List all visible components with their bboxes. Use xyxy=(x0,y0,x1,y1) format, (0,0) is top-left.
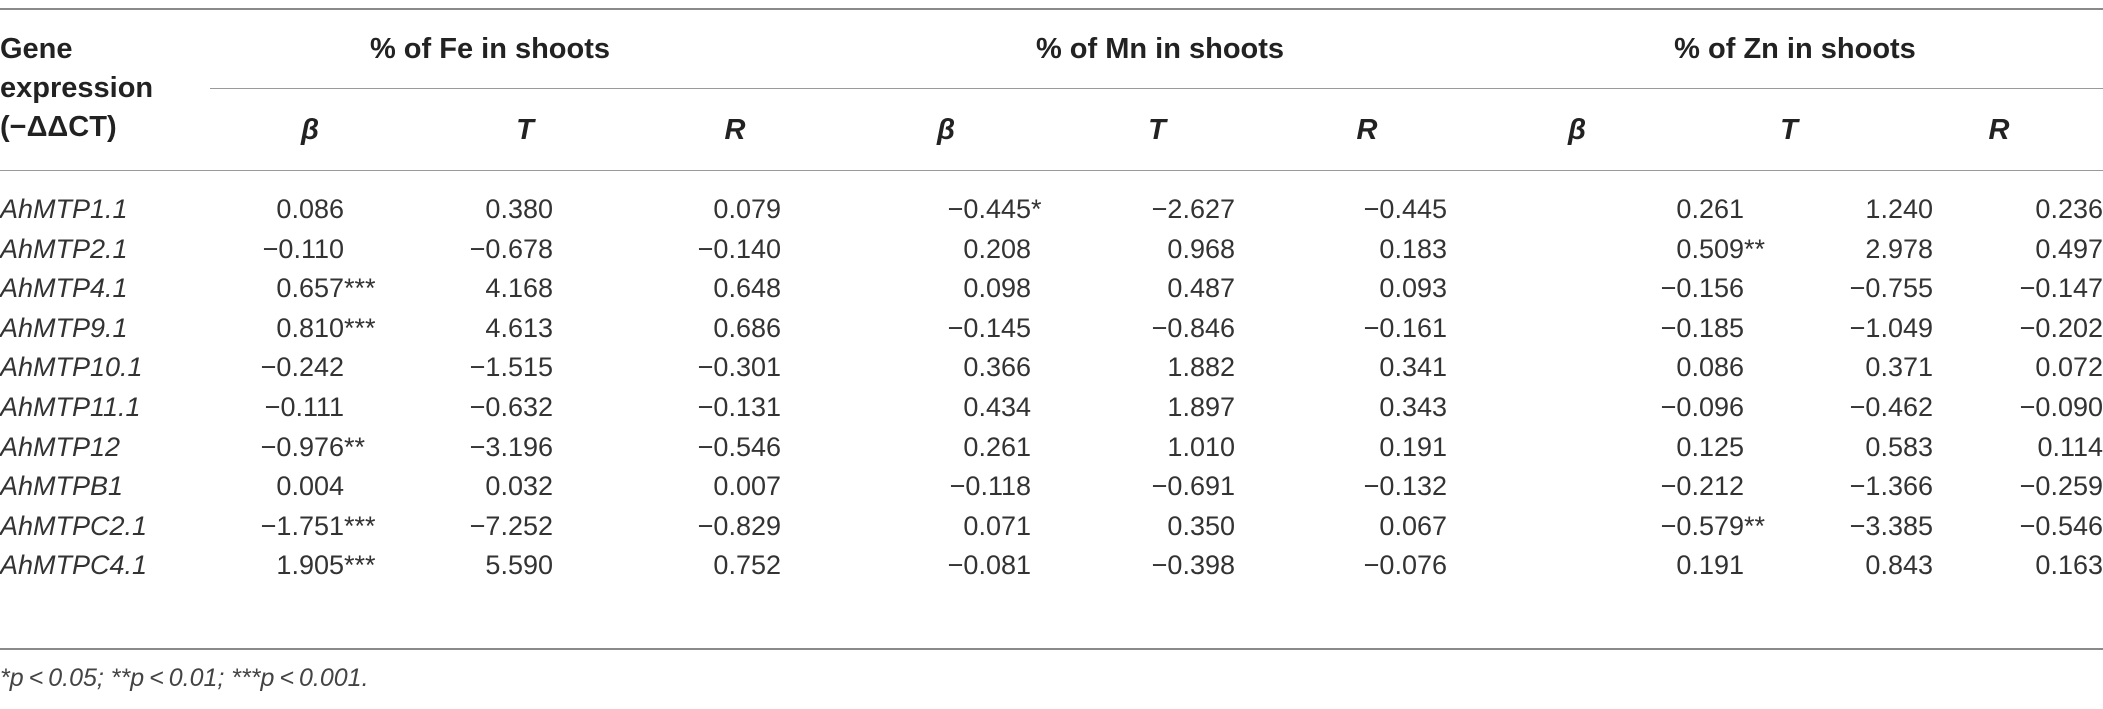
subheader-fe-r: R xyxy=(724,114,746,146)
mn-t: −0.846 xyxy=(1151,312,1235,343)
fe-beta: 0.810 xyxy=(276,312,344,343)
mn-beta-sig xyxy=(1031,309,1071,349)
mn-r: −0.076 xyxy=(1363,550,1447,581)
group-header-mn: % of Mn in shoots xyxy=(1035,33,1285,65)
mn-t: −0.398 xyxy=(1151,550,1235,581)
zn-r: −0.147 xyxy=(2019,273,2103,304)
zn-beta-sig xyxy=(1744,546,1799,586)
zn-t: −1.049 xyxy=(1849,312,1933,343)
group-underline xyxy=(210,88,2103,89)
table-row xyxy=(0,348,2103,388)
gene-name: AhMTPB1 xyxy=(0,471,124,502)
table-row xyxy=(0,428,2103,468)
fe-r: −0.301 xyxy=(697,352,781,383)
zn-t: 1.240 xyxy=(1865,194,1933,224)
fe-r: 0.079 xyxy=(713,194,781,224)
mn-t: −2.627 xyxy=(1151,194,1235,224)
mn-r: −0.161 xyxy=(1363,312,1447,343)
fe-beta-sig: *** xyxy=(344,510,376,541)
zn-beta-sig xyxy=(1744,348,1799,388)
gene-name: AhMTP9.1 xyxy=(0,312,128,343)
mn-beta-sig xyxy=(1031,269,1071,309)
fe-beta: 0.086 xyxy=(276,194,344,224)
gene-name: AhMTP4.1 xyxy=(0,273,128,304)
gene-header-line-3: (−ΔΔCT) xyxy=(0,111,117,143)
zn-t: 0.583 xyxy=(1865,431,1933,462)
zn-t: 0.371 xyxy=(1865,352,1933,383)
zn-r: 0.236 xyxy=(2035,194,2103,224)
fe-beta-sig xyxy=(344,230,404,270)
fe-t: 4.613 xyxy=(485,312,553,343)
mn-t: 0.487 xyxy=(1167,273,1235,304)
mn-t: 1.010 xyxy=(1167,431,1235,462)
mn-beta-sig xyxy=(1031,546,1071,586)
mn-beta: 0.098 xyxy=(963,273,1031,304)
fe-r: 0.648 xyxy=(713,273,781,304)
fe-beta: 0.657 xyxy=(276,273,344,304)
zn-beta-sig xyxy=(1744,190,1799,230)
fe-beta: −0.976 xyxy=(260,431,344,462)
zn-r: 0.163 xyxy=(2035,550,2103,581)
fe-t: 0.380 xyxy=(485,194,553,224)
fe-beta: 0.004 xyxy=(276,471,344,502)
gene-name: AhMTP2.1 xyxy=(0,233,128,264)
zn-beta: −0.156 xyxy=(1660,273,1744,304)
zn-beta: −0.096 xyxy=(1660,391,1744,422)
mn-beta-sig xyxy=(1031,428,1071,468)
zn-t: −0.462 xyxy=(1849,391,1933,422)
zn-t: −0.755 xyxy=(1849,273,1933,304)
gene-name: AhMTP12 xyxy=(0,431,121,462)
mn-beta: 0.261 xyxy=(963,431,1031,462)
table-row xyxy=(0,309,2103,349)
table-row xyxy=(0,230,2103,270)
fe-r: −0.131 xyxy=(697,391,781,422)
header-bottom-rule xyxy=(0,170,2103,171)
gene-name: AhMTP10.1 xyxy=(0,352,143,383)
mn-beta: 0.208 xyxy=(963,233,1031,264)
fe-beta-sig xyxy=(344,348,404,388)
zn-beta-sig xyxy=(1744,388,1799,428)
zn-beta: −0.185 xyxy=(1660,312,1744,343)
mn-t: 1.882 xyxy=(1167,352,1235,383)
zn-beta: 0.191 xyxy=(1676,550,1744,581)
mn-beta: −0.118 xyxy=(949,471,1031,502)
zn-beta-sig xyxy=(1744,269,1799,309)
zn-beta: −0.579 xyxy=(1660,510,1744,541)
zn-t: 0.843 xyxy=(1865,550,1933,581)
fe-beta-sig: *** xyxy=(344,550,376,581)
zn-r: −0.259 xyxy=(2019,471,2103,502)
zn-r: 0.072 xyxy=(2035,352,2103,383)
table-row xyxy=(0,190,2103,230)
fe-r: −0.829 xyxy=(697,510,781,541)
zn-beta-sig xyxy=(1744,309,1799,349)
mn-beta-sig xyxy=(1031,348,1071,388)
zn-beta: −0.212 xyxy=(1660,471,1744,502)
mn-r: 0.093 xyxy=(1379,273,1447,304)
mn-beta: 0.366 xyxy=(963,352,1031,383)
table-row xyxy=(0,388,2103,428)
subheader-fe-beta: β xyxy=(301,114,319,146)
table-row xyxy=(0,269,2103,309)
group-header-zn: % of Zn in shoots xyxy=(1674,33,1916,65)
fe-t: −1.515 xyxy=(469,352,553,383)
mn-beta: −0.145 xyxy=(947,312,1031,343)
zn-beta-sig: ** xyxy=(1744,233,1766,264)
mn-beta-sig xyxy=(1031,467,1071,507)
fe-beta-sig: ** xyxy=(344,431,366,462)
mn-beta-sig xyxy=(1031,230,1071,270)
gene-header-line-2: expression xyxy=(0,72,154,104)
fe-r: −0.546 xyxy=(697,431,781,462)
zn-t: −3.385 xyxy=(1849,510,1933,541)
zn-beta-sig: ** xyxy=(1744,510,1766,541)
gene-header-line-1: Gene xyxy=(0,33,73,65)
zn-beta: 0.086 xyxy=(1676,352,1744,383)
fe-t: −0.678 xyxy=(469,233,553,264)
mn-r: 0.191 xyxy=(1379,431,1447,462)
mn-beta-sig xyxy=(1031,388,1071,428)
data-table xyxy=(0,190,2103,586)
fe-r: 0.752 xyxy=(713,550,781,581)
mn-r: −0.445 xyxy=(1363,194,1447,224)
table-bottom-rule xyxy=(0,648,2103,650)
fe-r: 0.007 xyxy=(713,471,781,502)
zn-r: 0.497 xyxy=(2035,233,2103,264)
zn-beta: 0.125 xyxy=(1676,431,1744,462)
zn-beta-sig xyxy=(1744,467,1799,507)
fe-beta-sig: *** xyxy=(344,312,376,343)
fe-beta: −0.242 xyxy=(260,352,344,383)
mn-t: 0.350 xyxy=(1167,510,1235,541)
mn-beta-sig: * xyxy=(1031,194,1042,224)
fe-beta-sig xyxy=(344,190,404,230)
zn-t: 2.978 xyxy=(1865,233,1933,264)
mn-t: 0.968 xyxy=(1167,233,1235,264)
subheader-zn-t: T xyxy=(1780,114,1798,146)
fe-t: −3.196 xyxy=(469,431,553,462)
zn-beta-sig xyxy=(1744,428,1799,468)
zn-r: −0.090 xyxy=(2019,391,2103,422)
mn-t: 1.897 xyxy=(1167,391,1235,422)
zn-beta: 0.509 xyxy=(1676,233,1744,264)
mn-beta-sig xyxy=(1031,507,1071,547)
table-row xyxy=(0,507,2103,547)
fe-t: −0.632 xyxy=(469,391,553,422)
fe-t: 0.032 xyxy=(485,471,553,502)
subheader-fe-t: T xyxy=(516,114,534,146)
mn-r: 0.067 xyxy=(1379,510,1447,541)
gene-name: AhMTPC2.1 xyxy=(0,510,148,541)
zn-r: −0.546 xyxy=(2019,510,2103,541)
mn-r: 0.183 xyxy=(1379,233,1447,264)
table-row xyxy=(0,467,2103,507)
gene-name: AhMTP1.1 xyxy=(0,194,128,224)
fe-beta: −0.110 xyxy=(262,233,344,264)
table-row xyxy=(0,546,2103,586)
mn-beta: 0.071 xyxy=(963,510,1031,541)
mn-r: 0.341 xyxy=(1379,352,1447,383)
fe-r: −0.140 xyxy=(697,233,781,264)
mn-r: −0.132 xyxy=(1363,471,1447,502)
mn-t: −0.691 xyxy=(1151,471,1235,502)
fe-t: −7.252 xyxy=(469,510,553,541)
fe-beta-sig: *** xyxy=(344,273,376,304)
mn-beta: −0.081 xyxy=(947,550,1031,581)
zn-r: 0.114 xyxy=(2037,431,2103,462)
gene-name: AhMTPC4.1 xyxy=(0,550,148,581)
gene-name: AhMTP11.1 xyxy=(0,391,141,422)
fe-t: 4.168 xyxy=(485,273,553,304)
subheader-mn-r: R xyxy=(1356,114,1378,146)
zn-r: −0.202 xyxy=(2019,312,2103,343)
fe-beta-sig xyxy=(344,388,404,428)
subheader-zn-r: R xyxy=(1988,114,2010,146)
subheader-zn-beta: β xyxy=(1568,114,1586,146)
fe-beta-sig xyxy=(344,467,404,507)
fe-beta: 1.905 xyxy=(276,550,344,581)
mn-r: 0.343 xyxy=(1379,391,1447,422)
mn-beta: −0.445 xyxy=(947,194,1031,224)
group-header-fe: % of Fe in shoots xyxy=(369,33,611,65)
fe-beta: −0.111 xyxy=(264,391,344,422)
subheader-mn-beta: β xyxy=(937,114,955,146)
subheader-mn-t: T xyxy=(1148,114,1166,146)
fe-beta: −1.751 xyxy=(260,510,344,541)
table-footnote: *p < 0.05; **p < 0.01; ***p < 0.001. xyxy=(0,664,369,692)
zn-beta: 0.261 xyxy=(1676,194,1744,224)
fe-t: 5.590 xyxy=(485,550,553,581)
zn-t: −1.366 xyxy=(1849,471,1933,502)
top-rule xyxy=(0,8,2103,10)
mn-beta: 0.434 xyxy=(963,391,1031,422)
fe-r: 0.686 xyxy=(713,312,781,343)
